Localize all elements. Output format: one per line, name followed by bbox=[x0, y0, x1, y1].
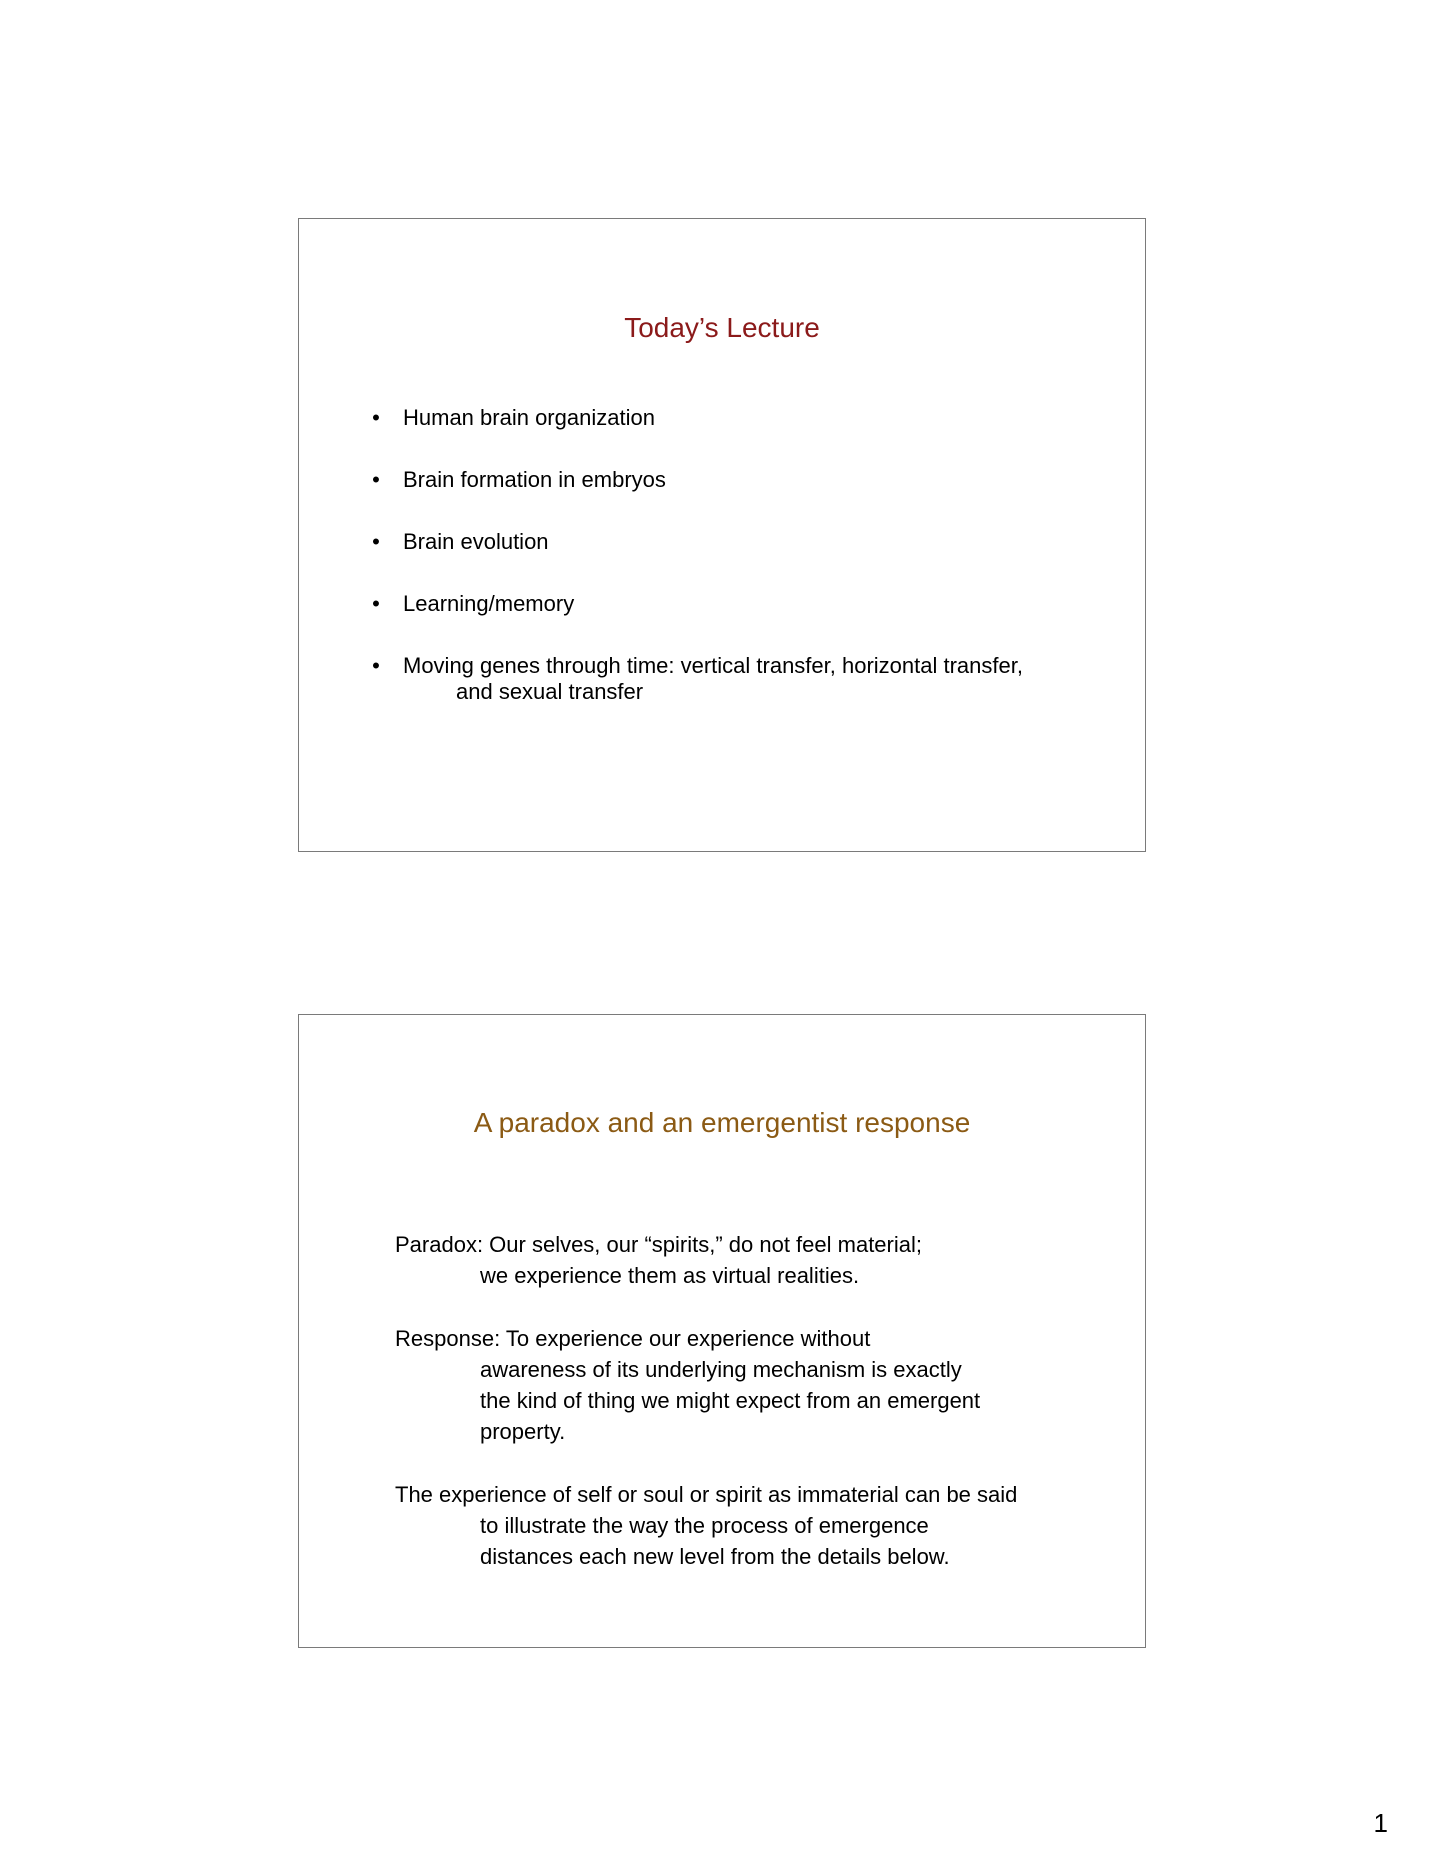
list-item bbox=[369, 529, 1109, 555]
bullet-text bbox=[403, 467, 1109, 493]
paragraph-line: we experience them as virtual realities. bbox=[480, 1263, 860, 1288]
paragraph-line: Paradox: Our selves, our “spirits,” do not feel material; bbox=[395, 1232, 922, 1257]
list-item bbox=[369, 467, 1109, 493]
paragraph-line: to illustrate the way the process of emergence bbox=[480, 1513, 929, 1538]
bullet-icon: • bbox=[372, 467, 380, 492]
bullet-icon: • bbox=[372, 529, 380, 554]
bullet-line: Moving genes through time: vertical transfer, horizontal transfer, bbox=[403, 653, 1023, 678]
slide-todays-lecture bbox=[298, 218, 1146, 852]
bullet-line: Brain formation in embryos bbox=[403, 467, 666, 492]
bullet-list bbox=[369, 405, 1109, 741]
paragraph-line: Response: To experience our experience without bbox=[395, 1326, 871, 1351]
paragraph-line: awareness of its underlying mechanism is exactly bbox=[480, 1357, 962, 1382]
bullet-line: Learning/memory bbox=[403, 591, 575, 616]
paragraph-line: property. bbox=[480, 1419, 566, 1444]
list-item bbox=[369, 405, 1109, 431]
list-item bbox=[369, 591, 1109, 617]
bullet-text bbox=[403, 653, 1109, 705]
slide-title: Today’s Lecture bbox=[624, 312, 820, 343]
paragraph-experience bbox=[395, 1479, 1115, 1572]
paragraph-line: the kind of thing we might expect from an emergent bbox=[480, 1388, 981, 1413]
bullet-text bbox=[403, 591, 1109, 617]
paragraph-response bbox=[395, 1323, 1115, 1447]
bullet-line-continuation: and sexual transfer bbox=[456, 679, 644, 704]
page-number: 1 bbox=[1373, 1808, 1388, 1838]
bullet-line: Brain evolution bbox=[403, 529, 549, 554]
bullet-icon: • bbox=[372, 591, 380, 616]
bullet-icon: • bbox=[372, 405, 380, 430]
bullet-text bbox=[403, 529, 1109, 555]
slide-title: A paradox and an emergentist response bbox=[473, 1107, 971, 1138]
bullet-text bbox=[403, 405, 1109, 431]
bullet-icon: • bbox=[372, 653, 380, 678]
paragraph-line: distances each new level from the details below. bbox=[480, 1544, 950, 1569]
paragraph-paradox bbox=[395, 1229, 1115, 1291]
slide-paradox bbox=[298, 1014, 1146, 1648]
paragraph-line: The experience of self or soul or spirit as immaterial can be said bbox=[395, 1482, 1018, 1507]
bullet-line: Human brain organization bbox=[403, 405, 655, 430]
list-item bbox=[369, 653, 1109, 705]
slide-body bbox=[395, 1229, 1115, 1604]
